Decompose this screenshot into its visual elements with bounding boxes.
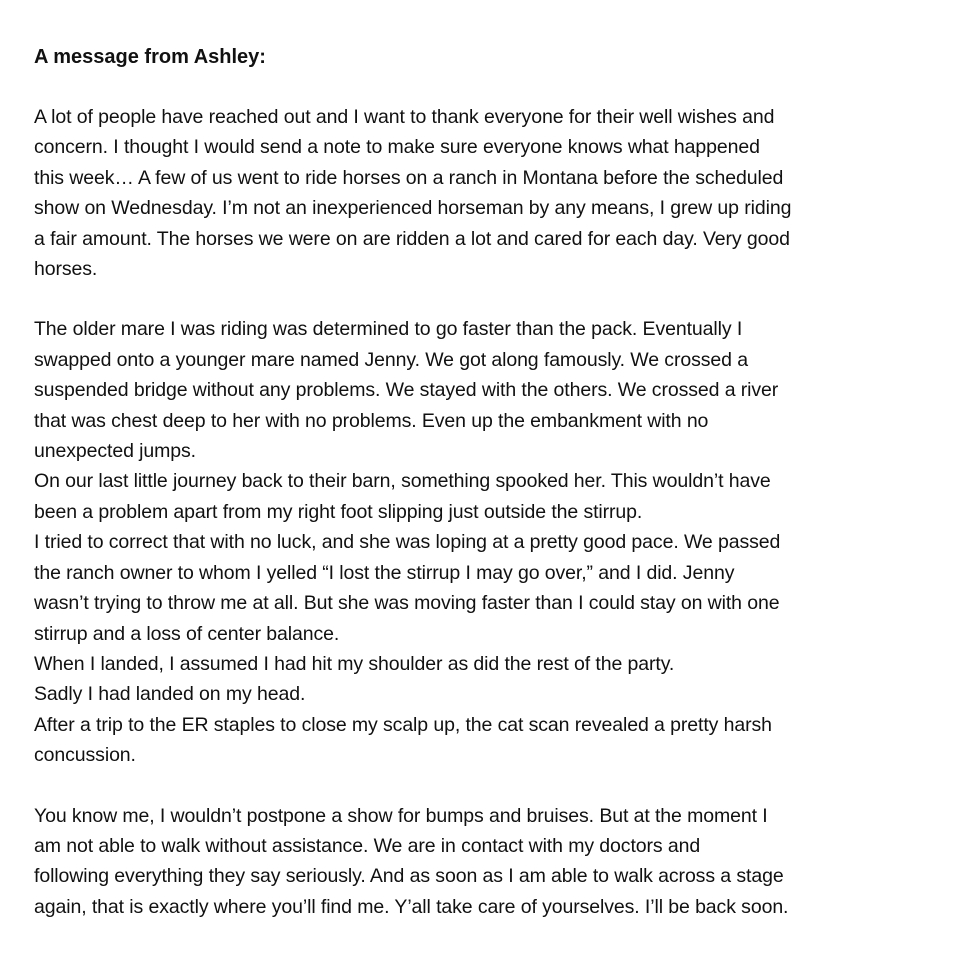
- paragraph-line: Sadly I had landed on my head.: [34, 683, 306, 706]
- paragraph-line: concussion.: [34, 744, 136, 767]
- paragraph-2: [34, 314, 959, 770]
- paragraph-line: show on Wednesday. I’m not an inexperienced horseman by any means, I grew up riding: [34, 197, 792, 220]
- paragraph-line: horses.: [34, 258, 98, 281]
- paragraph-line: am not able to walk without assistance. We are in contact with my doctors and: [34, 834, 701, 857]
- paragraph-line: On our last little journey back to their barn, something spooked her. This wouldn’t have: [34, 470, 771, 493]
- paragraph-line: a fair amount. The horses we were on are ridden a lot and cared for each day. Very good: [34, 227, 790, 250]
- paragraph-line: unexpected jumps.: [34, 440, 196, 463]
- paragraph-line: that was chest deep to her with no problems. Even up the embankment with no: [34, 409, 709, 432]
- paragraph-line: stirrup and a loss of center balance.: [34, 622, 340, 645]
- paragraph-line: the ranch owner to whom I yelled “I lost the stirrup I may go over,” and I did. Jenny: [34, 561, 735, 584]
- paragraph-line: A lot of people have reached out and I want to thank everyone for their well wishes and: [34, 106, 775, 128]
- paragraph-line: wasn’t trying to throw me at all. But she was moving faster than I could stay on with one: [34, 592, 780, 615]
- paragraph-1: [34, 102, 959, 284]
- paragraph-line: After a trip to the ER staples to close my scalp up, the cat scan revealed a pretty harsh: [34, 713, 772, 736]
- paragraph-line: swapped onto a younger mare named Jenny. We got along famously. We crossed a: [34, 348, 748, 371]
- paragraph-line: You know me, I wouldn’t postpone a show for bumps and bruises. But at the moment I: [34, 804, 768, 827]
- paragraph-3: [34, 801, 959, 923]
- paragraph-line: suspended bridge without any problems. We stayed with the others. We crossed a river: [34, 379, 779, 402]
- paragraph-line: concern. I thought I would send a note to make sure everyone knows what happened: [34, 136, 760, 159]
- paragraph-line: been a problem apart from my right foot slipping just outside the stirrup.: [34, 500, 643, 523]
- message-title: A message from Ashley:: [34, 46, 266, 68]
- paragraph-line: I tried to correct that with no luck, and she was loping at a pretty good pace. We passed: [34, 531, 781, 554]
- paragraph-line: When I landed, I assumed I had hit my shoulder as did the rest of the party.: [34, 652, 675, 675]
- paragraph-line: The older mare I was riding was determined to go faster than the pack. Eventually I: [34, 318, 743, 341]
- paragraph-line: again, that is exactly where you’ll find me. Y’all take care of yourselves. I’ll be back soon.: [34, 895, 789, 918]
- paragraph-line: following everything they say seriously. And as soon as I am able to walk across a stage: [34, 865, 784, 888]
- paragraph-line: this week… A few of us went to ride horses on a ranch in Montana before the scheduled: [34, 166, 784, 189]
